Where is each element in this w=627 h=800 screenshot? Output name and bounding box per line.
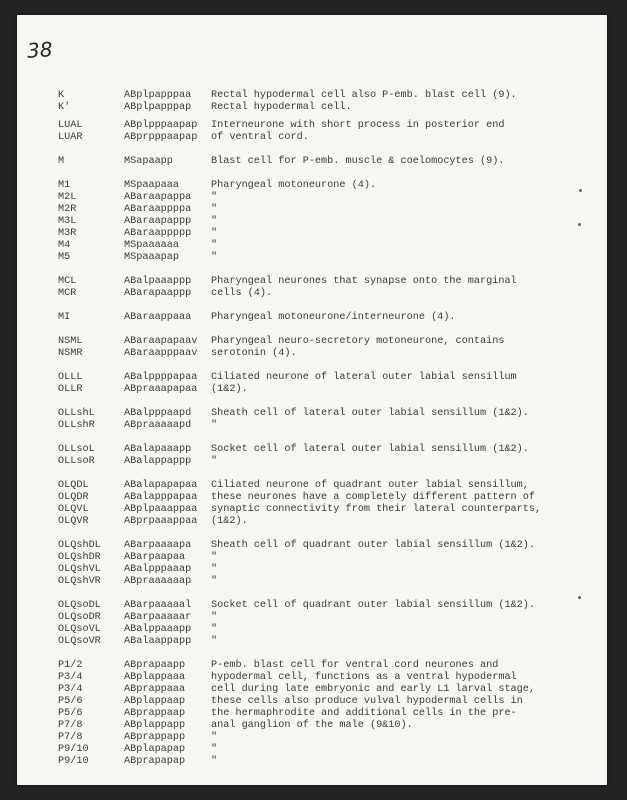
cell-name: OLLsoL <box>58 444 95 455</box>
cell-description: (1&2). <box>211 516 248 527</box>
cell-description: " <box>211 624 218 635</box>
cell-description: serotonin (4). <box>211 348 297 359</box>
cell-name: P3/4 <box>58 684 83 695</box>
cell-lineage: ABprpaaappaa <box>124 516 198 527</box>
cell-description: Pharyngeal neurones that synapse onto the marginal <box>211 276 517 287</box>
cell-name: M5 <box>58 252 71 263</box>
cell-lineage: ABarapaappp <box>124 288 192 299</box>
cell-lineage: ABplpaaappaa <box>124 504 198 515</box>
cell-description: (1&2). <box>211 384 248 395</box>
cell-lineage: ABalppppapaa <box>124 372 198 383</box>
cell-lineage: ABaraapapaav <box>124 336 198 347</box>
cell-lineage: ABplappaap <box>124 696 186 707</box>
table-row <box>17 101 607 114</box>
cell-description: these neurones have a completely different pattern of <box>211 492 536 503</box>
cell-lineage: ABalappappp <box>124 456 192 467</box>
cell-name: OLLshR <box>58 420 95 431</box>
table-row <box>17 251 607 264</box>
cell-lineage: ABprapapap <box>124 756 186 767</box>
cell-description: cell during late embryonic and early L1 larval stage, <box>211 684 536 695</box>
cell-description: " <box>211 576 218 587</box>
cell-name: P5/6 <box>58 708 83 719</box>
cell-lineage: ABplapapap <box>124 744 186 755</box>
cell-name: OLQsoDL <box>58 600 101 611</box>
cell-name: MCL <box>58 276 77 287</box>
cell-name: OLQVR <box>58 516 89 527</box>
cell-name: P1/2 <box>58 660 83 671</box>
cell-lineage: MSpaapaaa <box>124 180 180 191</box>
cell-lineage: ABaraappaaa <box>124 312 192 323</box>
cell-description: " <box>211 192 218 203</box>
cell-description: cells (4). <box>211 288 273 299</box>
cell-lineage: ABprappaap <box>124 708 186 719</box>
table-row <box>17 755 607 768</box>
cell-name: NSMR <box>58 348 83 359</box>
cell-name: NSML <box>58 336 83 347</box>
cell-name: OLQDL <box>58 480 89 491</box>
table-row <box>17 575 607 588</box>
cell-description: Rectal hypodermal cell. <box>211 102 352 113</box>
cell-lineage: ABarpaapaa <box>124 552 186 563</box>
cell-description: Pharyngeal motoneurone (4). <box>211 180 377 191</box>
cell-lineage-table <box>17 15 607 785</box>
cell-lineage: ABaraapppaav <box>124 348 198 359</box>
table-row <box>17 131 607 144</box>
cell-lineage: ABprappapp <box>124 732 186 743</box>
cell-lineage: ABarpaaaaar <box>124 612 192 623</box>
cell-lineage: ABplpppaapap <box>124 120 198 131</box>
table-row <box>17 419 607 432</box>
cell-lineage: ABarpaaaaal <box>124 600 192 611</box>
cell-name: K' <box>58 102 71 113</box>
cell-name: M3R <box>58 228 77 239</box>
cell-name: LUAL <box>58 120 83 131</box>
cell-name: M2R <box>58 204 77 215</box>
paper-speck <box>578 223 581 226</box>
cell-description: " <box>211 756 218 767</box>
cell-description: Pharyngeal neuro-secretory motoneurone, contains <box>211 336 505 347</box>
cell-description: " <box>211 252 218 263</box>
cell-lineage: ABalpaaappp <box>124 276 192 287</box>
table-row <box>17 383 607 396</box>
cell-lineage: ABalapaaapp <box>124 444 192 455</box>
paper-speck <box>578 596 581 599</box>
cell-name: OLQsoDR <box>58 612 101 623</box>
cell-lineage: ABprpppaapap <box>124 132 198 143</box>
cell-description: " <box>211 240 218 251</box>
cell-name: MCR <box>58 288 77 299</box>
cell-name: OLQsoVL <box>58 624 101 635</box>
cell-description: Pharyngeal motoneurone/interneurone (4). <box>211 312 456 323</box>
cell-description: Rectal hypodermal cell also P-emb. blast cell (9). <box>211 90 517 101</box>
cell-description: " <box>211 204 218 215</box>
cell-description: " <box>211 612 218 623</box>
cell-name: M <box>58 156 65 167</box>
cell-name: OLQshDL <box>58 540 101 551</box>
cell-description: Interneurone with short process in posterior end <box>211 120 505 131</box>
cell-description: " <box>211 552 218 563</box>
table-row <box>17 155 607 168</box>
cell-description: Socket cell of quadrant outer labial sensillum (1&2). <box>211 600 536 611</box>
cell-lineage: ABarpaaaapa <box>124 540 192 551</box>
cell-name: OLQshVR <box>58 576 101 587</box>
cell-description: Ciliated neurone of lateral outer labial sensillum <box>211 372 517 383</box>
cell-lineage: ABpraaaaaap <box>124 576 192 587</box>
cell-name: M4 <box>58 240 71 251</box>
cell-description: " <box>211 564 218 575</box>
cell-name: P7/8 <box>58 720 83 731</box>
cell-name: M2L <box>58 192 77 203</box>
table-row <box>17 635 607 648</box>
cell-lineage: ABpraaapapaa <box>124 384 198 395</box>
cell-description: " <box>211 216 218 227</box>
cell-name: P9/10 <box>58 744 89 755</box>
cell-lineage: ABalpppaapd <box>124 408 192 419</box>
cell-lineage: ABalaappapp <box>124 636 192 647</box>
table-row <box>17 455 607 468</box>
cell-lineage: ABalppaaapp <box>124 624 192 635</box>
cell-lineage: ABprapaapp <box>124 660 186 671</box>
cell-name: OLQsoVR <box>58 636 101 647</box>
cell-lineage: ABaraapappa <box>124 192 192 203</box>
cell-name: MI <box>58 312 71 323</box>
cell-description: Sheath cell of lateral outer labial sensillum (1&2). <box>211 408 529 419</box>
cell-description: of ventral cord. <box>211 132 309 143</box>
cell-lineage: ABaraappppp <box>124 228 192 239</box>
cell-lineage: ABaraapappp <box>124 216 192 227</box>
cell-description: " <box>211 636 218 647</box>
table-row <box>17 515 607 528</box>
cell-lineage: ABalapapapaa <box>124 480 198 491</box>
cell-name: P9/10 <box>58 756 89 767</box>
cell-name: M3L <box>58 216 77 227</box>
cell-description: synaptic connectivity from their lateral counterparts, <box>211 504 542 515</box>
cell-name: OLQshVL <box>58 564 101 575</box>
cell-description: " <box>211 420 218 431</box>
cell-lineage: ABalpppaaap <box>124 564 192 575</box>
table-row <box>17 311 607 324</box>
cell-name: OLQshDR <box>58 552 101 563</box>
cell-lineage: ABprappaaa <box>124 684 186 695</box>
page-number: 38 <box>26 37 54 63</box>
cell-description: the hermaphrodite and additional cells in the pre- <box>211 708 517 719</box>
table-row <box>17 347 607 360</box>
cell-lineage: ABplappaaa <box>124 672 186 683</box>
cell-name: P5/6 <box>58 696 83 707</box>
cell-description: Sheath cell of quadrant outer labial sensillum (1&2). <box>211 540 536 551</box>
cell-name: LUAR <box>58 132 83 143</box>
paper-speck <box>579 189 582 192</box>
cell-description: " <box>211 228 218 239</box>
cell-lineage: ABaraappppa <box>124 204 192 215</box>
cell-description: Ciliated neurone of quadrant outer labial sensillum, <box>211 480 529 491</box>
cell-lineage: MSpaaapap <box>124 252 180 263</box>
document-page <box>17 15 607 785</box>
cell-name: P7/8 <box>58 732 83 743</box>
cell-name: OLLshL <box>58 408 95 419</box>
cell-description: anal ganglion of the male (9&10). <box>211 720 413 731</box>
cell-lineage: ABalapppapaa <box>124 492 198 503</box>
cell-name: OLLsoR <box>58 456 95 467</box>
cell-description: " <box>211 732 218 743</box>
cell-description: these cells also produce vulval hypodermal cells in <box>211 696 523 707</box>
cell-lineage: MSpaaaaaa <box>124 240 180 251</box>
cell-name: OLQDR <box>58 492 89 503</box>
cell-name: OLQVL <box>58 504 89 515</box>
cell-name: K <box>58 90 65 101</box>
cell-description: " <box>211 744 218 755</box>
cell-name: P3/4 <box>58 672 83 683</box>
cell-lineage: ABplpapppaa <box>124 90 192 101</box>
cell-description: hypodermal cell, functions as a ventral hypodermal <box>211 672 517 683</box>
cell-description: Blast cell for P-emb. muscle & coelomocytes (9). <box>211 156 505 167</box>
cell-lineage: MSapaapp <box>124 156 173 167</box>
cell-description: Socket cell of lateral outer labial sensillum (1&2). <box>211 444 529 455</box>
cell-description: " <box>211 456 218 467</box>
cell-name: OLLR <box>58 384 83 395</box>
cell-lineage: ABplpapppap <box>124 102 192 113</box>
cell-name: OLLL <box>58 372 83 383</box>
cell-description: P-emb. blast cell for ventral cord neurones and <box>211 660 499 671</box>
cell-name: M1 <box>58 180 71 191</box>
cell-lineage: ABplappapp <box>124 720 186 731</box>
cell-lineage: ABpraaaaapd <box>124 420 192 431</box>
table-row <box>17 287 607 300</box>
